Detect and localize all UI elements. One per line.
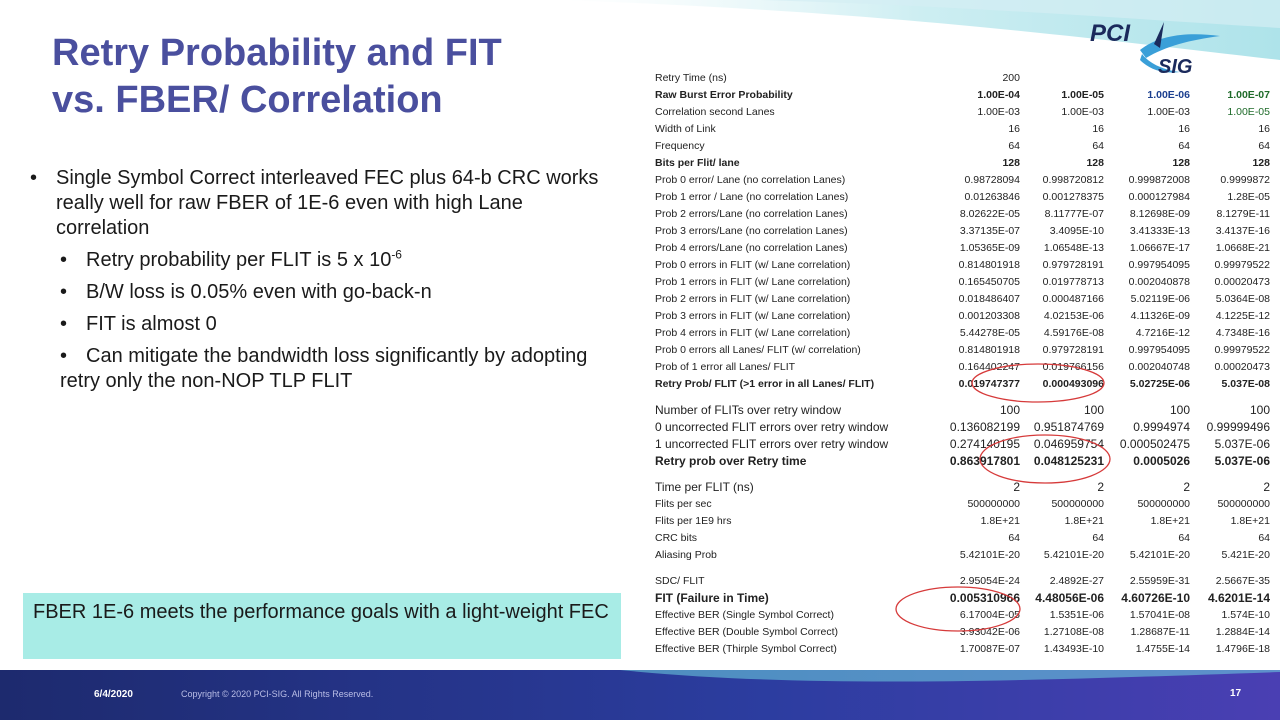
- table-row: [650, 436, 1272, 453]
- cell-value: 200: [1002, 72, 1020, 84]
- page-number: 17: [1230, 688, 1242, 699]
- cell-value: 1.57041E-08: [1129, 609, 1190, 621]
- cell-value: 1.574E-10: [1221, 609, 1270, 621]
- table-row: [650, 376, 1272, 393]
- cell-value: 0.005310966: [949, 591, 1020, 605]
- cell-value: 100: [1249, 403, 1270, 417]
- cell-value: 1.5351E-06: [1049, 609, 1104, 621]
- cell-value: 3.37135E-07: [959, 225, 1020, 237]
- cell-value: 0.0005026: [1133, 454, 1190, 468]
- cell-value: 0.019778713: [1042, 276, 1104, 288]
- cell-value: 2.55959E-31: [1129, 575, 1190, 587]
- cell-value: 16: [1178, 123, 1190, 135]
- cell-value: 0.000493096: [1042, 378, 1104, 390]
- cell-value: 64: [1092, 140, 1104, 152]
- cell-value: 0.164402247: [958, 361, 1020, 373]
- table-row: [650, 359, 1272, 376]
- row-label: Number of FLITs over retry window: [655, 403, 842, 417]
- cell-value: 5.421E-20: [1221, 549, 1270, 561]
- cell-value: 2.95054E-24: [959, 575, 1020, 587]
- logo-text-sig: SIG: [1158, 56, 1193, 78]
- cell-value: 8.11777E-07: [1044, 208, 1104, 220]
- cell-value: 128: [1172, 157, 1190, 169]
- row-label: Frequency: [655, 140, 705, 152]
- row-label: 1 uncorrected FLIT errors over retry window: [655, 437, 889, 451]
- cell-value: 3.41333E-13: [1129, 225, 1190, 237]
- row-label: Retry prob over Retry time: [655, 454, 807, 468]
- cell-value: 500000000: [1051, 498, 1104, 510]
- cell-value: 0.002040878: [1128, 276, 1190, 288]
- cell-value: 1.00E-05: [1061, 89, 1104, 101]
- data-table: [650, 70, 1272, 658]
- table-row: [650, 402, 1272, 419]
- cell-value: 0.863917801: [949, 454, 1020, 468]
- row-label: Bits per Flit/ lane: [655, 157, 740, 169]
- row-label: Width of Link: [655, 123, 716, 135]
- cell-value: 500000000: [1217, 498, 1270, 510]
- footer: [0, 670, 1280, 720]
- table-row: [650, 530, 1272, 547]
- cell-value: 0.979728191: [1042, 259, 1104, 271]
- cell-value: 4.11326E-09: [1130, 310, 1190, 322]
- cell-value: 1.8E+21: [1230, 515, 1270, 527]
- table-row: [650, 624, 1272, 641]
- cell-value: 0.019766156: [1042, 361, 1104, 373]
- sub-bullet: [30, 280, 615, 305]
- cell-value: 100: [1083, 403, 1104, 417]
- bullet-marker: •: [60, 249, 68, 271]
- cell-value: 0.997954095: [1128, 259, 1190, 271]
- cell-value: 1.43493E-10: [1043, 643, 1104, 655]
- cell-value: 1.00E-05: [1227, 106, 1270, 118]
- cell-value: 16: [1008, 123, 1020, 135]
- cell-value: 3.93042E-06: [959, 626, 1020, 638]
- row-label: Prob 4 errors in FLIT (w/ Lane correlation): [655, 327, 851, 339]
- cell-value: 0.814801918: [958, 259, 1020, 271]
- cell-value: 16: [1092, 123, 1104, 135]
- table-row: [650, 70, 1272, 87]
- cell-value: 4.7216E-12: [1135, 327, 1190, 339]
- cell-value: 1.27108E-08: [1043, 626, 1104, 638]
- row-label: Aliasing Prob: [655, 549, 717, 561]
- slide-title: [52, 30, 612, 124]
- cell-value: 0.018486407: [958, 293, 1020, 305]
- cell-value: 1.00E-03: [1147, 106, 1190, 118]
- cell-value: 64: [1008, 532, 1020, 544]
- cell-value: 128: [1086, 157, 1104, 169]
- bullet-list: [30, 166, 615, 394]
- table-row: [650, 453, 1272, 470]
- cell-value: 0.01263846: [964, 191, 1020, 203]
- cell-value: 3.4137E-16: [1215, 225, 1270, 237]
- table-row: [650, 325, 1272, 342]
- row-label: CRC bits: [655, 532, 698, 544]
- cell-value: 6.17004E-05: [959, 609, 1020, 621]
- cell-value: 64: [1008, 140, 1020, 152]
- cell-value: 1.70087E-07: [959, 643, 1020, 655]
- table-row: [650, 121, 1272, 138]
- cell-value: 500000000: [967, 498, 1020, 510]
- row-label: Prob 3 errors in FLIT (w/ Lane correlation): [655, 310, 851, 322]
- slide-title-line-2: vs. FBER/ Correlation: [52, 79, 443, 121]
- row-label: Correlation second Lanes: [655, 106, 775, 118]
- table-row: [650, 87, 1272, 104]
- cell-value: 5.42101E-20: [1129, 549, 1190, 561]
- sub-bullet: [30, 312, 615, 337]
- row-label: Effective BER (Thirple Symbol Correct): [655, 643, 837, 655]
- row-label: Retry Prob/ FLIT (>1 error in all Lanes/ FLIT): [655, 378, 875, 390]
- footer-copyright: Copyright © 2020 PCI-SIG. All Rights Reserved.: [181, 689, 374, 699]
- cell-value: 2: [1183, 480, 1190, 494]
- cell-value: 0.000502475: [1119, 437, 1190, 451]
- table-row: [650, 138, 1272, 155]
- cell-value: 16: [1258, 123, 1270, 135]
- cell-value: 1.0668E-21: [1215, 242, 1270, 254]
- sub-bullet: [30, 248, 615, 273]
- cell-value: 1.00E-06: [1147, 89, 1190, 101]
- table-row: [650, 104, 1272, 121]
- table-row: [650, 419, 1272, 436]
- table-row: [650, 513, 1272, 530]
- cell-value: 5.02119E-06: [1130, 293, 1190, 305]
- row-label: Prob 3 errors/Lane (no correlation Lanes): [655, 225, 848, 237]
- cell-value: 0.019747377: [958, 378, 1020, 390]
- cell-value: 1.8E+21: [1150, 515, 1190, 527]
- table-row: [650, 590, 1272, 607]
- sub-bullet-text: FIT is almost 0: [86, 313, 217, 335]
- bullet-main: [30, 166, 615, 241]
- cell-value: 0.979728191: [1042, 344, 1104, 356]
- cell-value: 64: [1092, 532, 1104, 544]
- sub-bullet-exponent: -6: [391, 247, 402, 262]
- cell-value: 2.5667E-35: [1215, 575, 1270, 587]
- cell-value: 2: [1097, 480, 1104, 494]
- table-row: [650, 155, 1272, 172]
- cell-value: 5.037E-06: [1214, 437, 1270, 451]
- cell-value: 1.00E-07: [1227, 89, 1270, 101]
- cell-value: 0.001203308: [958, 310, 1020, 322]
- bullet-marker: •: [30, 167, 38, 189]
- sub-bullet-text: B/W loss is 0.05% even with go-back-n: [86, 281, 432, 303]
- cell-value: 2.4892E-27: [1049, 575, 1104, 587]
- cell-value: 64: [1258, 532, 1270, 544]
- row-label: Effective BER (Double Symbol Correct): [655, 626, 839, 638]
- cell-value: 0.998720812: [1042, 174, 1104, 186]
- cell-value: 4.02153E-06: [1043, 310, 1104, 322]
- cell-value: 128: [1002, 157, 1020, 169]
- bullet-marker: •: [60, 345, 68, 367]
- table-group-gap: [650, 470, 1272, 479]
- cell-value: 5.42101E-20: [959, 549, 1020, 561]
- cell-value: 0.001278375: [1042, 191, 1104, 203]
- row-label: Flits per 1E9 hrs: [655, 515, 732, 527]
- table-row: [650, 547, 1272, 564]
- cell-value: 1.2884E-14: [1215, 626, 1270, 638]
- cell-value: 5.0364E-08: [1215, 293, 1270, 305]
- cell-value: 0.9994974: [1133, 420, 1190, 434]
- cell-value: 5.037E-06: [1214, 454, 1270, 468]
- logo-text-pci: PCI: [1090, 20, 1131, 47]
- table-row: [650, 291, 1272, 308]
- cell-value: 1.06667E-17: [1129, 242, 1190, 254]
- table-group-gap: [650, 564, 1272, 573]
- cell-value: 1.06548E-13: [1043, 242, 1104, 254]
- table-group-gap: [650, 393, 1272, 402]
- cell-value: 4.6201E-14: [1207, 591, 1270, 605]
- cell-value: 0.00020473: [1214, 361, 1270, 373]
- cell-value: 0.99979522: [1214, 259, 1270, 271]
- cell-value: 1.4755E-14: [1135, 643, 1190, 655]
- row-label: Retry Time (ns): [655, 72, 727, 84]
- callout-box: FBER 1E-6 meets the performance goals with a light-weight FEC: [23, 593, 621, 659]
- row-label: Flits per sec: [655, 498, 712, 510]
- bullet-main-text: Single Symbol Correct interleaved FEC plus 64-b CRC works really well for raw FBER of 1E-6 even with high Lane correlation: [56, 167, 599, 239]
- cell-value: 0.99999496: [1206, 420, 1270, 434]
- row-label: Prob 1 errors in FLIT (w/ Lane correlation): [655, 276, 851, 288]
- cell-value: 0.000127984: [1128, 191, 1190, 203]
- table-row: [650, 641, 1272, 658]
- cell-value: 0.048125231: [1033, 454, 1104, 468]
- cell-value: 0.274140195: [949, 437, 1020, 451]
- table-row: [650, 172, 1272, 189]
- table-row: [650, 223, 1272, 240]
- cell-value: 0.997954095: [1128, 344, 1190, 356]
- row-label: SDC/ FLIT: [655, 575, 705, 587]
- cell-value: 1.28687E-11: [1130, 626, 1190, 638]
- cell-value: 4.1225E-12: [1215, 310, 1270, 322]
- cell-value: 3.4095E-10: [1049, 225, 1104, 237]
- cell-value: 128: [1252, 157, 1270, 169]
- table-row: [650, 274, 1272, 291]
- cell-value: 1.00E-03: [977, 106, 1020, 118]
- cell-value: 4.60726E-10: [1121, 591, 1190, 605]
- cell-value: 4.59176E-08: [1043, 327, 1104, 339]
- table-row: [650, 479, 1272, 496]
- cell-value: 0.165450705: [958, 276, 1020, 288]
- cell-value: 5.42101E-20: [1043, 549, 1104, 561]
- cell-value: 4.7348E-16: [1215, 327, 1270, 339]
- row-label: Prob 0 errors in FLIT (w/ Lane correlation): [655, 259, 851, 271]
- cell-value: 1.05365E-09: [959, 242, 1020, 254]
- row-label: FIT (Failure in Time): [655, 591, 769, 605]
- row-label: Effective BER (Single Symbol Correct): [655, 609, 834, 621]
- cell-value: 64: [1178, 140, 1190, 152]
- cell-value: 64: [1178, 532, 1190, 544]
- row-label: Prob 1 error / Lane (no correlation Lanes): [655, 191, 849, 203]
- cell-value: 1.8E+21: [980, 515, 1020, 527]
- table-row: [650, 607, 1272, 624]
- table-row: [650, 206, 1272, 223]
- row-label: Raw Burst Error Probability: [655, 89, 793, 101]
- cell-value: 0.002040748: [1128, 361, 1190, 373]
- table-row: [650, 496, 1272, 513]
- bullet-marker: •: [60, 281, 68, 303]
- cell-value: 1.28E-05: [1227, 191, 1270, 203]
- row-label: Prob 2 errors/Lane (no correlation Lanes): [655, 208, 848, 220]
- cell-value: 0.000487166: [1042, 293, 1104, 305]
- cell-value: 8.02622E-05: [959, 208, 1020, 220]
- slide-title-line-1: Retry Probability and FIT: [52, 32, 502, 74]
- cell-value: 8.1279E-11: [1216, 208, 1270, 220]
- row-label: Prob of 1 error all Lanes/ FLIT: [655, 361, 796, 373]
- row-label: Prob 0 errors all Lanes/ FLIT (w/ correlation): [655, 344, 861, 356]
- cell-value: 0.99979522: [1214, 344, 1270, 356]
- cell-value: 0.951874769: [1033, 420, 1104, 434]
- table-row: [650, 240, 1272, 257]
- cell-value: 1.00E-04: [977, 89, 1020, 101]
- sub-bullet-text: Can mitigate the bandwidth loss significantly by adopting retry only the non-NOP TLP FLIT: [60, 345, 588, 392]
- cell-value: 1.8E+21: [1064, 515, 1104, 527]
- cell-value: 0.9999872: [1220, 174, 1270, 186]
- cell-value: 0.046959754: [1033, 437, 1104, 451]
- cell-value: 4.48056E-06: [1035, 591, 1104, 605]
- cell-value: 100: [1169, 403, 1190, 417]
- cell-value: 100: [999, 403, 1020, 417]
- table-row: [650, 189, 1272, 206]
- bullet-marker: •: [60, 313, 68, 335]
- cell-value: 0.814801918: [958, 344, 1020, 356]
- cell-value: 2: [1013, 480, 1020, 494]
- cell-value: 0.00020473: [1214, 276, 1270, 288]
- cell-value: 1.00E-03: [1061, 106, 1104, 118]
- cell-value: 5.44278E-05: [959, 327, 1020, 339]
- sub-bullet-text: Retry probability per FLIT is 5 x 10: [86, 249, 392, 271]
- table-row: [650, 342, 1272, 359]
- cell-value: 500000000: [1137, 498, 1190, 510]
- cell-value: 64: [1258, 140, 1270, 152]
- table-row: [650, 257, 1272, 274]
- cell-value: 5.02725E-06: [1129, 378, 1190, 390]
- row-label: 0 uncorrected FLIT errors over retry window: [655, 420, 889, 434]
- table-row: [650, 573, 1272, 590]
- cell-value: 0.98728094: [964, 174, 1020, 186]
- cell-value: 0.999872008: [1128, 174, 1190, 186]
- cell-value: 8.12698E-09: [1129, 208, 1190, 220]
- footer-date: 6/4/2020: [94, 689, 133, 700]
- row-label: Prob 4 errors/Lane (no correlation Lanes): [655, 242, 848, 254]
- row-label: Prob 0 error/ Lane (no correlation Lanes): [655, 174, 846, 186]
- table-row: [650, 308, 1272, 325]
- row-label: Prob 2 errors in FLIT (w/ Lane correlation): [655, 293, 851, 305]
- cell-value: 1.4796E-18: [1215, 643, 1270, 655]
- cell-value: 5.037E-08: [1221, 378, 1270, 390]
- row-label: Time per FLIT (ns): [655, 480, 754, 494]
- cell-value: 0.136082199: [949, 420, 1020, 434]
- sub-bullet: [30, 344, 615, 394]
- cell-value: 2: [1263, 480, 1270, 494]
